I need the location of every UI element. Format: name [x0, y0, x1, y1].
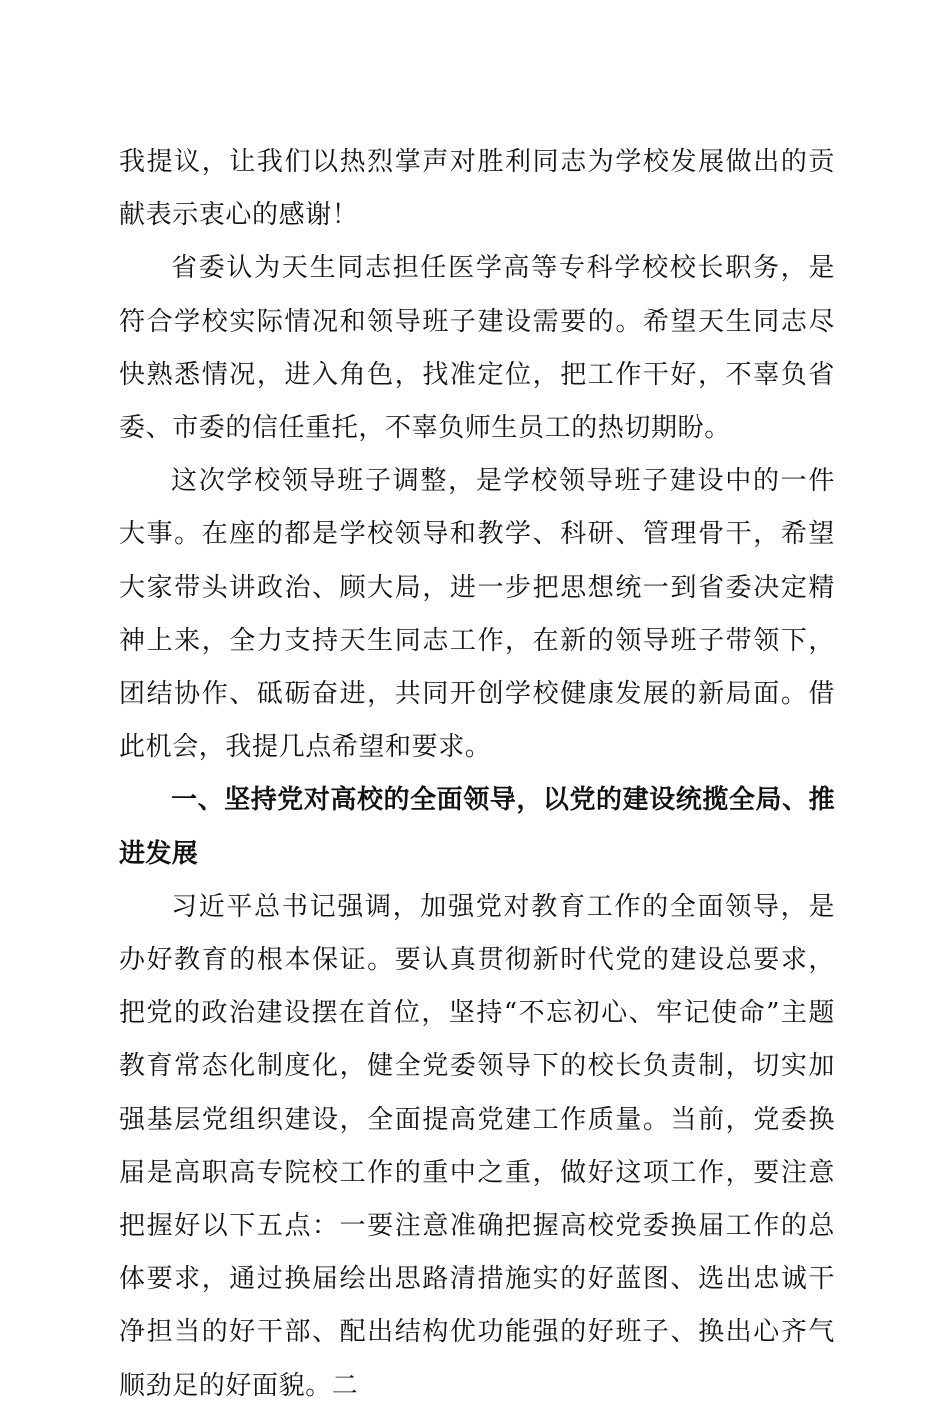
- paragraph-closing-thanks: 我提议，让我们以热烈掌声对胜利同志为学校发展做出的贡献表示衷心的感谢！: [119, 147, 835, 231]
- paragraph-leadership-adjustment: 这次学校领导班子调整，是学校领导班子建设中的一件大事。在座的都是学校领导和教学、科研、管理骨干，希望大家带头讲政治、顾大局，进一步把思想统一到省委决定精神上来，全力支持天生同志工作，在新的领导班子带领下，团结协作、砥砺奋进，共同开创学校健康发展的新局面。借此机会，我提几点希望和要求。: [119, 466, 835, 763]
- document-body: [119, 136, 835, 1413]
- paragraph-new-principal: 省委认为天生同志担任医学高等专科学校校长职务，是符合学校实际情况和领导班子建设需要的。希望天生同志尽快熟悉情况，进入角色，找准定位，把工作干好，不辜负省委、市委的信任重托，不辜负师生员工的热切期盼。: [119, 253, 835, 444]
- section-heading-1: 一、坚持党对高校的全面领导，以党的建设统揽全局、推进发展: [119, 785, 835, 869]
- paragraph-party-leadership: 习近平总书记强调，加强党对教育工作的全面领导，是办好教育的根本保证。要认真贯彻新时代党的建设总要求，把党的政治建设摆在首位，坚持“不忘初心、牢记使命”主题教育常态化制度化，健全党委领导下的校长负责制，切实加强基层党组织建设，全面提高党建工作质量。当前，党委换届是高职高专院校工作的重中之重，做好这项工作，要注意把握好以下五点：一要注意准确把握高校党委换届工作的总体要求，通过换届绘出思路清措施实的好蓝图、选出忠诚干净担当的好干部、配出结构优功能强的好班子、换出心齐气顺劲足的好面貌。二: [119, 891, 835, 1401]
